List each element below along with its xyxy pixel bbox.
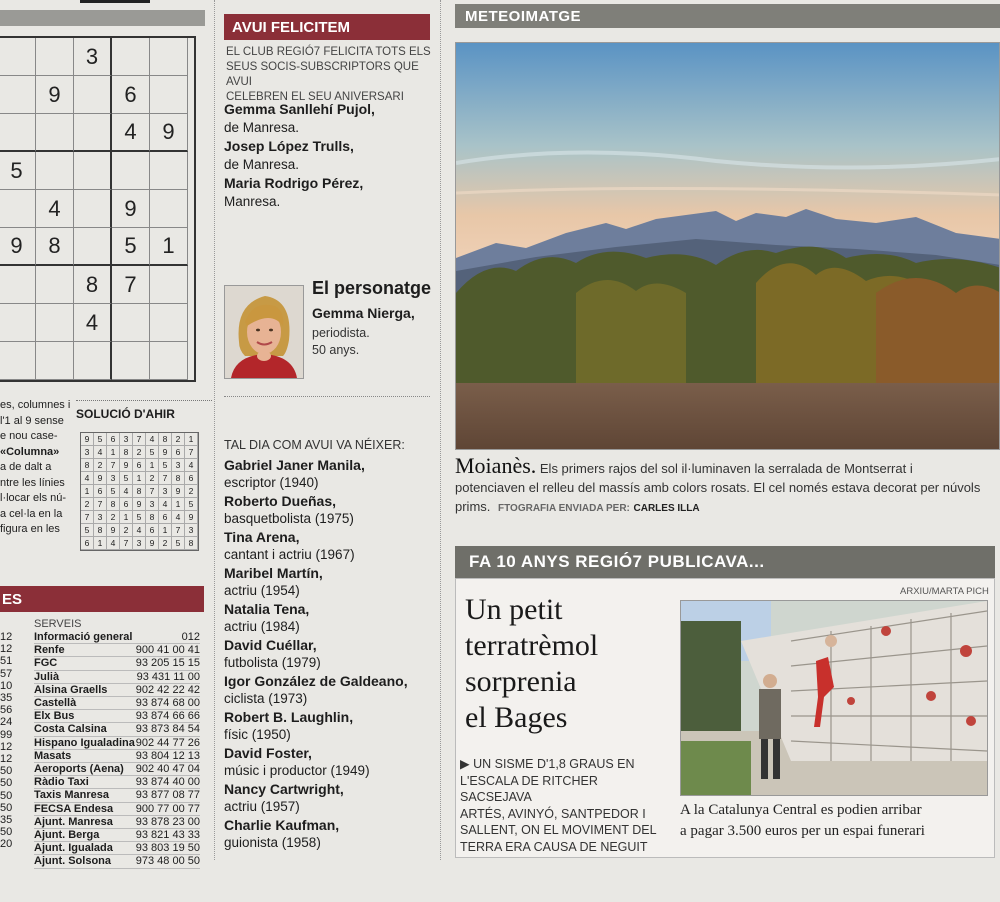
solution-cell: 5 [146,446,159,459]
service-row [34,723,200,736]
headline-line: Un petit [465,593,563,626]
services-header [0,586,204,612]
sudoku-cell: 1 [150,228,188,266]
sudoku-cell [36,266,74,304]
service-name: Elx Bus [34,710,75,723]
solution-cell: 8 [185,537,198,550]
born-desc: basquetbolista (1975) [224,511,354,526]
solution-cell: 3 [172,459,185,472]
deck-line: L'ESCALA DE RITCHER SACSEJAVA [460,773,598,804]
service-row [34,644,200,657]
born-desc: actriu (1954) [224,583,300,598]
service-name: Ajunt. Berga [34,829,100,842]
landscape-image [456,43,1000,450]
service-name: Masats [34,749,72,762]
instruction-line: e nou case- [0,430,58,442]
service-phone: 900 41 00 41 [135,644,200,657]
service-code: 12 [0,740,13,753]
solution-cell: 8 [146,511,159,524]
sudoku-cell [150,304,188,342]
sudoku-cell [0,266,36,304]
born-list [224,456,436,852]
solution-cell: 2 [133,446,146,459]
born-name: Charlie Kaufman, [224,817,340,833]
born-name: Igor González de Galdeano, [224,673,408,689]
photo-caption-line: a pagar 3.500 euros per un espai funerari [680,823,925,839]
fa10-headline [465,592,665,736]
sudoku-cell [0,342,36,380]
solution-cell: 5 [107,485,120,498]
solution-cell: 7 [81,511,94,524]
felicitem-intro [226,45,432,105]
solution-cell: 1 [81,485,94,498]
instruction-line: l·locar els nú- [0,492,67,504]
born-name: Nancy Cartwright, [224,781,344,797]
solution-cell: 6 [185,472,198,485]
sudoku-cell: 8 [74,266,112,304]
sudoku-cell [150,76,188,114]
solution-cell: 4 [107,537,120,550]
born-desc: músic i productor (1949) [224,763,370,778]
felicitem-name: Josep López Trulls, [224,138,354,154]
solution-cell: 4 [94,446,107,459]
solution-cell: 3 [94,511,107,524]
solution-cell: 3 [133,537,146,550]
sudoku-cell [74,190,112,228]
sudoku-cell: 9 [150,114,188,152]
solution-cell: 9 [133,498,146,511]
sudoku-cell: 7 [112,266,150,304]
service-code: 12 [0,643,13,656]
services-subheader: SERVEIS [34,618,82,630]
service-name: Hispano Igualadina [34,736,135,749]
solution-cell: 6 [120,498,133,511]
services-list [34,631,200,869]
deck-line: ▶ UN SISME D'1,8 GRAUS EN [460,757,635,771]
service-name: Renfe [34,644,65,657]
service-name: Alsina Graells [34,683,108,696]
solution-block [76,400,212,421]
solution-cell: 9 [159,446,172,459]
service-code: 20 [0,838,13,851]
sudoku-cell [150,266,188,304]
solution-cell: 1 [172,498,185,511]
solution-cell: 9 [146,537,159,550]
fa10-photo [680,600,988,796]
solution-cell: 7 [185,446,198,459]
fa10-deck [460,756,670,855]
solution-cell: 6 [81,537,94,550]
personatge-role: periodista. [312,326,370,340]
felicitem-place: de Manresa. [224,157,300,172]
solution-cell: 5 [81,524,94,537]
solution-title: SOLUCIÓ D'AHIR [76,407,175,421]
column-divider [214,0,215,860]
solution-cell: 7 [133,433,146,446]
solution-cell: 4 [159,498,172,511]
sudoku-cell: 4 [36,190,74,228]
born-name: David Foster, [224,745,312,761]
service-name: Ajunt. Igualada [34,842,113,855]
instruction-line: figura en les [0,523,60,535]
solution-cell: 1 [146,459,159,472]
service-code: 10 [0,679,13,692]
top-strip-left [0,10,205,26]
born-desc: físic (1950) [224,727,291,742]
service-row [34,697,200,710]
felicitem-intro-line: SEUS SOCIS-SUBSCRIPTORS QUE AVUI [226,61,419,88]
born-desc: actriu (1984) [224,619,300,634]
service-phone: 93 874 66 66 [135,710,200,723]
solution-cell: 9 [94,472,107,485]
sudoku-cell [112,304,150,342]
service-name: FGC [34,657,58,670]
sudoku-cell: 5 [112,228,150,266]
solution-cell: 2 [172,433,185,446]
personatge-title: El personatge [312,278,432,298]
service-phone: 93 431 11 00 [136,670,200,683]
service-code: 50 [0,801,13,814]
sudoku-cell: 4 [74,304,112,342]
born-name: David Cuéllar, [224,637,317,653]
service-row [34,671,200,684]
service-phone: 902 40 47 04 [135,763,200,776]
sudoku-cell [0,190,36,228]
instruction-line: a cel·la en la [0,507,63,520]
service-phone: 93 874 40 00 [135,776,200,789]
service-row [34,631,200,644]
solution-grid [80,432,199,551]
service-code: 24 [0,716,13,729]
sudoku-grid [0,36,196,382]
born-desc: escriptor (1940) [224,475,319,490]
meteo-caption [455,453,1000,518]
service-row [34,855,200,868]
service-name: FECSA Endesa [34,802,114,815]
deck-line: TERRA ERA CAUSA DE NEGUIT [460,839,648,854]
service-name: Costa Calsina [34,723,107,736]
solution-cell: 5 [172,537,185,550]
service-code: 35 [0,814,13,827]
service-code: 50 [0,765,13,778]
service-name: Julià [34,670,60,683]
solution-cell: 8 [94,524,107,537]
solution-cell: 7 [120,537,133,550]
service-code: 50 [0,789,13,802]
top-strip-mark [80,0,150,3]
sudoku-cell [0,114,36,152]
solution-cell: 5 [94,433,107,446]
solution-cell: 3 [120,433,133,446]
service-row [34,816,200,829]
solution-cell: 4 [120,485,133,498]
service-row [34,776,200,789]
solution-cell: 5 [159,459,172,472]
meteo-credit-label: FTOGRAFIA ENVIADA PER: [498,503,630,514]
instruction-line: a de dalt a [0,461,52,473]
deck-line: SALLENT, ON EL MOVIMENT DEL [460,823,657,837]
felicitem-header: AVUI FELICITEM [224,14,430,40]
sudoku-cell [0,76,36,114]
sudoku-cell: 3 [74,38,112,76]
deck-line: ARTÉS, AVINYÓ, SANTPEDOR I [460,806,646,821]
sudoku-cell [74,152,112,190]
solution-cell: 1 [94,537,107,550]
service-code: 51 [0,655,13,668]
felicitem-list [224,100,434,211]
solution-cell: 9 [107,524,120,537]
service-row [34,803,200,816]
service-name: Informació general [34,631,133,643]
sudoku-cell: 9 [36,76,74,114]
sudoku-cell: 4 [112,114,150,152]
service-phone: 93 205 15 15 [135,657,200,670]
born-desc: futbolista (1979) [224,655,321,670]
solution-cell: 9 [185,511,198,524]
sudoku-cell: 5 [0,152,36,190]
solution-cell: 9 [81,433,94,446]
service-code: 99 [0,728,13,741]
solution-cell: 2 [107,511,120,524]
solution-cell: 9 [120,459,133,472]
service-phone: 900 77 00 77 [135,802,200,815]
service-code: 12 [0,631,13,643]
born-name: Natalia Tena, [224,601,310,617]
fa10-photo-caption [680,800,990,842]
service-code: 35 [0,692,13,705]
solution-cell: 7 [107,459,120,472]
solution-cell: 4 [133,524,146,537]
services-codes [0,631,14,851]
service-row [34,710,200,723]
born-desc: cantant i actriu (1967) [224,547,355,562]
service-phone: 93 803 19 50 [135,842,200,855]
felicitem-place: de Manresa. [224,120,300,135]
cemetery-image [681,601,987,795]
service-phone: 93 878 23 00 [135,815,200,828]
sudoku-cell [150,38,188,76]
fa10-photo-credit: ARXIU/MARTA PICH [900,586,989,597]
headline-line: terratrèmol [465,629,599,662]
service-phone: 93 874 68 00 [135,697,200,710]
service-phone: 93 877 08 77 [135,789,200,802]
solution-cell: 2 [81,498,94,511]
service-row [34,657,200,670]
solution-cell: 4 [146,433,159,446]
instruction-line: ntre les línies [0,476,65,489]
solution-cell: 8 [159,433,172,446]
meteo-caption-line-2: potenciaven el relleu del massís amb colors rosats. El cel només estava decorat per núvols [455,480,981,495]
sudoku-cell: 8 [36,228,74,266]
solution-cell: 9 [172,485,185,498]
sudoku-instructions [0,398,72,538]
meteo-caption-line-3: prims. [455,499,491,514]
solution-cell: 5 [120,472,133,485]
service-phone: 93 821 43 33 [135,829,200,842]
service-name: Ajunt. Manresa [34,815,113,828]
sudoku-cell [150,190,188,228]
headline-line: sorprenia [465,665,577,698]
born-name: Maribel Martín, [224,565,323,581]
sudoku-cell [150,342,188,380]
service-code: 50 [0,826,13,839]
services-header-text: ES [2,590,23,608]
service-phone: 93 804 12 13 [135,749,200,762]
solution-cell: 8 [133,485,146,498]
felicitem-intro-line: EL CLUB REGIÓ7 FELICITA TOTS ELS [226,46,431,58]
service-row [34,829,200,842]
service-row [34,763,200,776]
solution-cell: 1 [185,433,198,446]
solution-cell: 6 [107,433,120,446]
solution-cell: 4 [172,511,185,524]
service-name: Ràdio Taxi [34,776,89,789]
felicitem-intro-line: CELEBREN EL SEU ANIVERSARI [226,91,404,103]
service-code: 56 [0,704,13,717]
solution-cell: 7 [94,498,107,511]
service-name: Ajunt. Solsona [34,855,111,868]
sudoku-cell [112,152,150,190]
solution-cell: 8 [172,472,185,485]
solution-cell: 2 [146,472,159,485]
born-desc: ciclista (1973) [224,691,308,706]
solution-cell: 3 [107,472,120,485]
solution-cell: 5 [185,498,198,511]
sudoku-cell [0,38,36,76]
sudoku-cell [36,152,74,190]
solution-cell: 4 [81,472,94,485]
service-name: Castellà [34,697,77,710]
service-phone: 93 873 84 54 [135,723,200,736]
sudoku-cell [112,342,150,380]
solution-cell: 2 [120,524,133,537]
photo-caption-line: A la Catalunya Central es podien arribar [680,802,922,818]
solution-cell: 6 [159,511,172,524]
meteo-caption-line-1: Els primers rajos del sol il·luminaven la serralada de Montserrat i [539,461,913,476]
solution-cell: 8 [120,446,133,459]
solution-cell: 2 [94,459,107,472]
solution-cell: 4 [185,459,198,472]
solution-cell: 2 [185,485,198,498]
sudoku-cell [74,114,112,152]
sudoku-cell: 9 [112,190,150,228]
solution-cell: 1 [120,511,133,524]
service-code: 50 [0,777,13,790]
meteo-photo [455,42,1000,450]
born-header: TAL DIA COM AVUI VA NÉIXER: [224,438,405,452]
solution-cell: 8 [107,498,120,511]
born-name: Roberto Dueñas, [224,493,337,509]
solution-cell: 3 [185,524,198,537]
solution-cell: 3 [146,498,159,511]
service-row [34,750,200,763]
service-phone: 012 [181,631,200,643]
portrait-image [225,286,303,378]
service-phone: 902 42 22 42 [135,683,200,696]
felicitem-name: Gemma Sanllehí Pujol, [224,101,375,117]
solution-cell: 3 [159,485,172,498]
sudoku-cell: 9 [0,228,36,266]
personatge-age: 50 anys. [312,343,360,357]
service-code: 57 [0,667,13,680]
instruction-line: «Columna» [0,445,60,458]
instruction-line: l'1 al 9 sense [0,414,64,427]
service-name: Taxis Manresa [34,789,110,802]
service-row [34,684,200,697]
solution-cell: 6 [172,446,185,459]
service-row [34,842,200,855]
sudoku-cell [74,228,112,266]
solution-cell: 8 [81,459,94,472]
sudoku-cell [112,38,150,76]
felicitem-name: Maria Rodrigo Pérez, [224,175,364,191]
service-name: Aeroports (Aena) [34,763,124,776]
sudoku-cell [36,38,74,76]
sudoku-cell [74,76,112,114]
sudoku-cell [150,152,188,190]
solution-cell: 5 [133,511,146,524]
sudoku-cell [0,304,36,342]
born-name: Gabriel Janer Manila, [224,457,365,473]
felicitem-place: Manresa. [224,194,281,209]
meteo-header: METEOIMATGE [455,4,1000,28]
service-phone: 973 48 00 50 [135,855,200,868]
solution-cell: 7 [159,472,172,485]
service-phone: 902 44 77 26 [135,736,200,749]
solution-cell: 7 [172,524,185,537]
born-name: Robert B. Laughlin, [224,709,354,725]
solution-cell: 6 [133,459,146,472]
sudoku-cell [74,342,112,380]
solution-cell: 7 [146,485,159,498]
service-code: 12 [0,753,13,766]
solution-cell: 1 [159,524,172,537]
born-desc: actriu (1957) [224,799,300,814]
column-divider [440,0,441,860]
born-name: Tina Arena, [224,529,300,545]
solution-cell: 1 [133,472,146,485]
sudoku-cell: 6 [112,76,150,114]
sudoku-cell [36,342,74,380]
solution-cell: 1 [107,446,120,459]
solution-cell: 6 [94,485,107,498]
solution-cell: 2 [159,537,172,550]
headline-line: el Bages [465,701,568,734]
personatge-photo [224,285,304,379]
solution-cell: 3 [81,446,94,459]
service-row [34,737,200,750]
service-row [34,789,200,802]
solution-cell: 6 [146,524,159,537]
fa10-header: FA 10 ANYS REGIÓ7 PUBLICAVA... [455,546,995,578]
sudoku-cell [36,114,74,152]
meteo-credit-name: CARLES ILLA [633,503,700,514]
instruction-line: es, columnes i [0,399,71,411]
born-desc: guionista (1958) [224,835,321,850]
born-divider [224,396,430,397]
sudoku-cell [36,304,74,342]
personatge-name: Gemma Nierga, [312,305,415,321]
meteo-caption-title: Moianès. [455,453,537,478]
